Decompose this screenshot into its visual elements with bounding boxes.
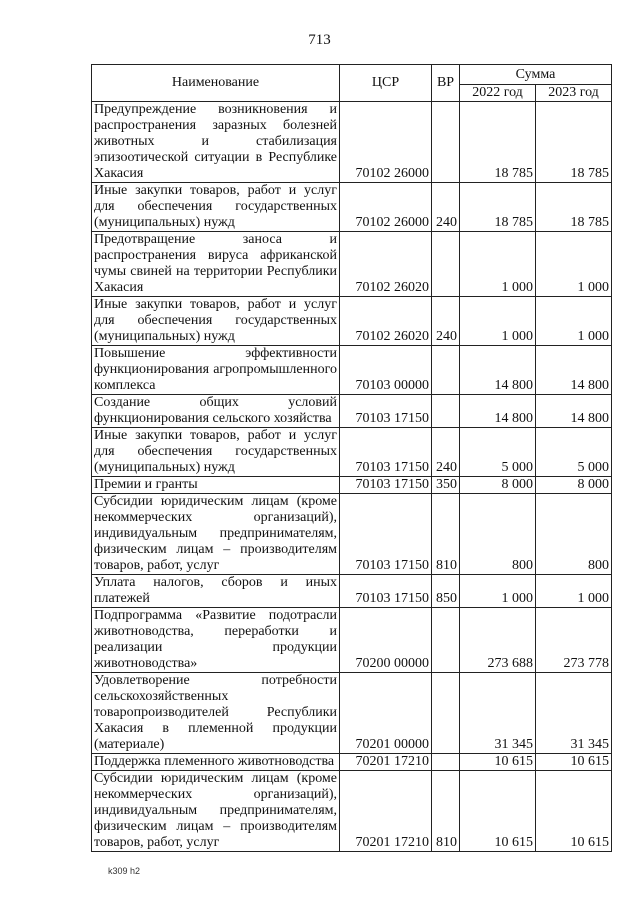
row-sum-2023: 273 778: [536, 608, 612, 673]
row-sum-2023: 1 000: [536, 232, 612, 297]
header-year-2023: 2023 год: [536, 85, 612, 102]
row-name: Субсидии юридическим лицам (кроме некоммерческих организаций), индивидуальным предпринимателям, физическим лицам – производителям товаров, работ, услуг: [92, 771, 340, 852]
row-sum-2022: 1 000: [460, 575, 536, 608]
row-sum-2023: 8 000: [536, 477, 612, 494]
header-sum: Сумма: [460, 65, 612, 85]
table-row: [92, 575, 612, 608]
row-vr: 810: [432, 771, 460, 852]
row-csr: 70103 17150: [340, 395, 432, 428]
row-sum-2022: 800: [460, 494, 536, 575]
row-csr: 70102 26020: [340, 297, 432, 346]
row-csr: 70201 17210: [340, 754, 432, 771]
row-csr: 70103 17150: [340, 428, 432, 477]
row-csr: 70102 26000: [340, 183, 432, 232]
row-vr: 350: [432, 477, 460, 494]
table-row: [92, 771, 612, 852]
row-vr: [432, 232, 460, 297]
row-sum-2022: 8 000: [460, 477, 536, 494]
row-name: Иные закупки товаров, работ и услуг для обеспечения государственных (муниципальных) нужд: [92, 297, 340, 346]
row-vr: [432, 346, 460, 395]
row-sum-2023: 31 345: [536, 673, 612, 754]
row-csr: 70103 00000: [340, 346, 432, 395]
table-row: [92, 183, 612, 232]
table-row: [92, 477, 612, 494]
header-vr: ВР: [432, 65, 460, 102]
page-number: 713: [308, 32, 331, 48]
row-sum-2022: 10 615: [460, 754, 536, 771]
row-sum-2023: 1 000: [536, 297, 612, 346]
row-sum-2023: 14 800: [536, 346, 612, 395]
row-name: Создание общих условий функционирования сельского хозяйства: [92, 395, 340, 428]
table-row: [92, 102, 612, 183]
row-sum-2022: 14 800: [460, 395, 536, 428]
row-csr: 70102 26020: [340, 232, 432, 297]
row-vr: 240: [432, 297, 460, 346]
row-vr: [432, 395, 460, 428]
header-year-2022: 2022 год: [460, 85, 536, 102]
table-body: [92, 102, 612, 852]
budget-table: [91, 64, 612, 852]
row-sum-2023: 10 615: [536, 771, 612, 852]
row-sum-2022: 18 785: [460, 183, 536, 232]
row-vr: 850: [432, 575, 460, 608]
table-row: [92, 608, 612, 673]
row-sum-2022: 14 800: [460, 346, 536, 395]
row-sum-2023: 5 000: [536, 428, 612, 477]
row-vr: [432, 754, 460, 771]
row-csr: 70200 00000: [340, 608, 432, 673]
row-vr: 240: [432, 428, 460, 477]
row-name: Премии и гранты: [92, 477, 340, 494]
row-vr: 810: [432, 494, 460, 575]
row-sum-2022: 18 785: [460, 102, 536, 183]
row-csr: 70103 17150: [340, 575, 432, 608]
footer-code: k309 h2: [108, 866, 141, 876]
row-vr: [432, 102, 460, 183]
row-sum-2023: 10 615: [536, 754, 612, 771]
row-vr: [432, 673, 460, 754]
row-csr: 70103 17150: [340, 494, 432, 575]
row-sum-2022: 1 000: [460, 297, 536, 346]
table-row: [92, 754, 612, 771]
row-sum-2023: 1 000: [536, 575, 612, 608]
row-sum-2022: 273 688: [460, 608, 536, 673]
row-sum-2023: 14 800: [536, 395, 612, 428]
row-name: Подпрограмма «Развитие подотрасли животноводства, переработки и реализации продукции животноводства»: [92, 608, 340, 673]
header-csr: ЦСР: [340, 65, 432, 102]
row-sum-2023: 18 785: [536, 183, 612, 232]
row-csr: 70102 26000: [340, 102, 432, 183]
row-name: Предупреждение возникновения и распространения заразных болезней животных и стабилизация эпизоотической ситуации в Республике Хакасия: [92, 102, 340, 183]
table-row: [92, 297, 612, 346]
row-sum-2022: 1 000: [460, 232, 536, 297]
row-sum-2022: 31 345: [460, 673, 536, 754]
row-name: Иные закупки товаров, работ и услуг для обеспечения государственных (муниципальных) нужд: [92, 183, 340, 232]
row-sum-2022: 5 000: [460, 428, 536, 477]
row-name: Субсидии юридическим лицам (кроме некоммерческих организаций), индивидуальным предпринимателям, физическим лицам – производителям товаров, работ, услуг: [92, 494, 340, 575]
row-vr: [432, 608, 460, 673]
row-name: Повышение эффективности функционирования агропромышленного комплекса: [92, 346, 340, 395]
row-name: Поддержка племенного животноводства: [92, 754, 340, 771]
row-sum-2023: 800: [536, 494, 612, 575]
table-row: [92, 346, 612, 395]
row-sum-2022: 10 615: [460, 771, 536, 852]
table-row: [92, 673, 612, 754]
row-csr: 70201 00000: [340, 673, 432, 754]
row-name: Иные закупки товаров, работ и услуг для обеспечения государственных (муниципальных) нужд: [92, 428, 340, 477]
row-sum-2023: 18 785: [536, 102, 612, 183]
table-row: [92, 428, 612, 477]
row-name: Уплата налогов, сборов и иных платежей: [92, 575, 340, 608]
row-name: Удовлетворение потребности сельскохозяйственных товаропроизводителей Республики Хакасия в племенной продукции (материале): [92, 673, 340, 754]
row-name: Предотвращение заноса и распространения вируса африканской чумы свиней на территории Республики Хакасия: [92, 232, 340, 297]
row-csr: 70103 17150: [340, 477, 432, 494]
header-name: Наименование: [92, 65, 340, 102]
table-row: [92, 395, 612, 428]
table-row: [92, 232, 612, 297]
row-csr: 70201 17210: [340, 771, 432, 852]
row-vr: 240: [432, 183, 460, 232]
table-row: [92, 494, 612, 575]
